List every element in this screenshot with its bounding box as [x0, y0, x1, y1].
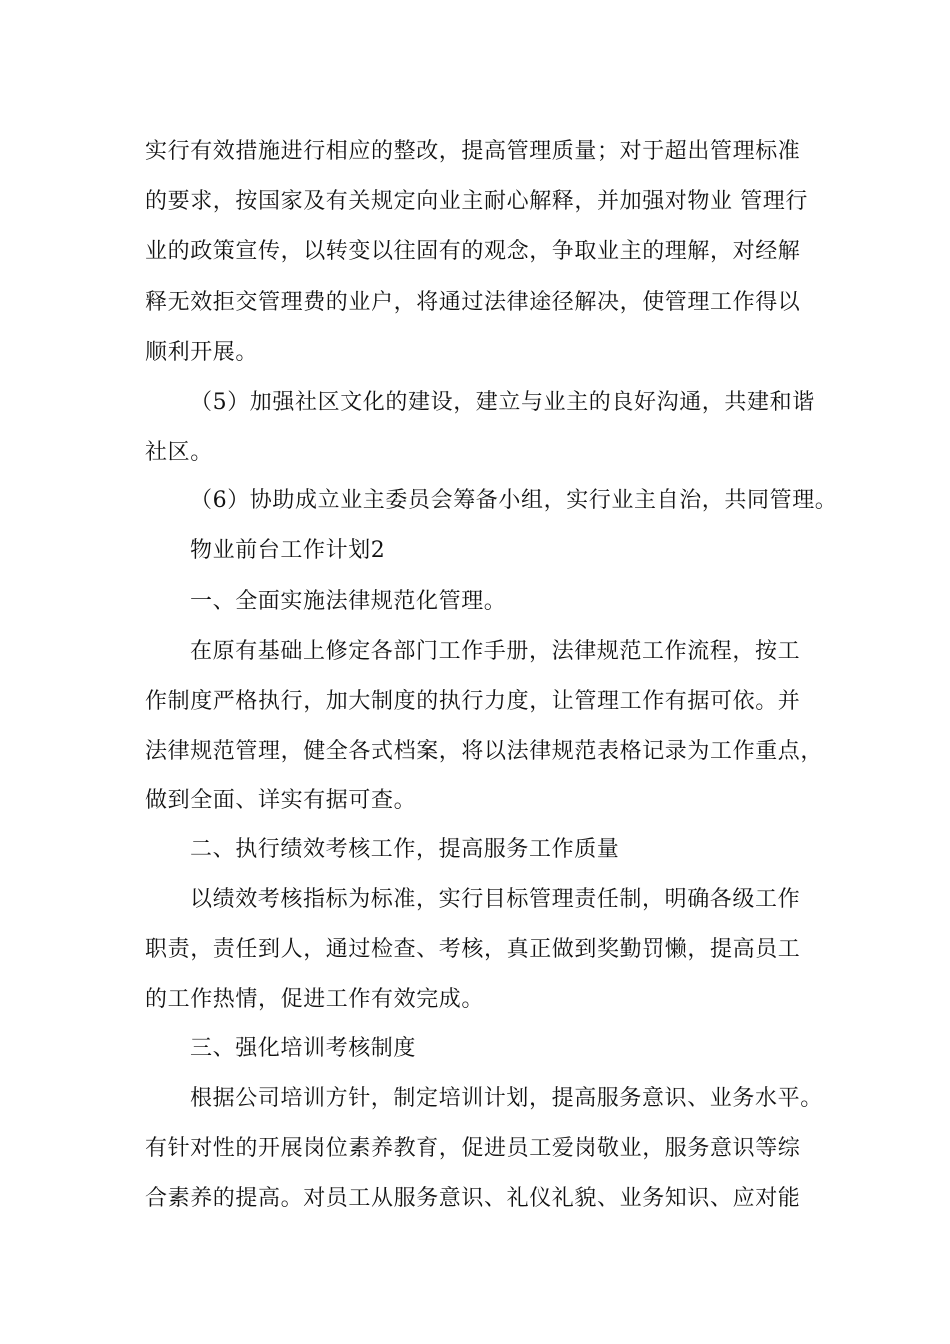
- text-line: 的工作热情，促进工作有效完成。: [145, 987, 485, 1012]
- text-line: 释无效拒交管理费的业户，将通过法律途径解决，使管理工作得以: [145, 290, 801, 315]
- text-line: 业的政策宣传，以转变以往固有的观念，争取业主的理解，对经解: [145, 239, 801, 264]
- text-line: 在原有基础上修定各部门工作手册，法律规范工作流程，按工: [190, 639, 801, 664]
- text-line: （5）加强社区文化的建设，建立与业主的良好沟通，共建和谐: [190, 390, 815, 415]
- text-line: 职责，责任到人，通过检查、考核，真正做到奖勤罚懒，提高员工: [145, 937, 801, 962]
- section-heading: 三、强化培训考核制度: [190, 1036, 417, 1061]
- text-line: 顺利开展。: [145, 340, 259, 365]
- text-line: 作制度严格执行，加大制度的执行力度，让管理工作有据可依。并: [145, 689, 801, 714]
- text-line: 社区。: [145, 440, 213, 465]
- section-heading: 二、执行绩效考核工作，提高服务工作质量: [190, 837, 620, 862]
- text-line: 的要求，按国家及有关规定向业主耐心解释，并加强对物业 管理行: [145, 189, 808, 214]
- text-line: 有针对性的开展岗位素养教育，促进员工爱岗敬业，服务意识等综: [145, 1136, 801, 1161]
- text-line: 做到全面、详实有据可查。: [145, 788, 417, 813]
- section-title: 物业前台工作计划2: [190, 538, 386, 563]
- section-heading: 一、全面实施法律规范化管理。: [190, 589, 507, 614]
- text-line: （6）协助成立业主委员会筹备小组，实行业主自治，共同管理。: [190, 488, 838, 513]
- text-line: 根据公司培训方针，制定培训计划，提高服务意识、业务水平。: [190, 1086, 823, 1111]
- text-line: 实行有效措施进行相应的整改，提高管理质量；对于超出管理标准: [145, 139, 801, 164]
- text-line: 合素养的提高。对员工从服务意识、礼仪礼貌、业务知识、应对能: [145, 1186, 801, 1211]
- text-line: 法律规范管理，健全各式档案，将以法律规范表格记录为工作重点，: [145, 739, 824, 764]
- text-line: 以绩效考核指标为标准，实行目标管理责任制，明确各级工作: [190, 887, 801, 912]
